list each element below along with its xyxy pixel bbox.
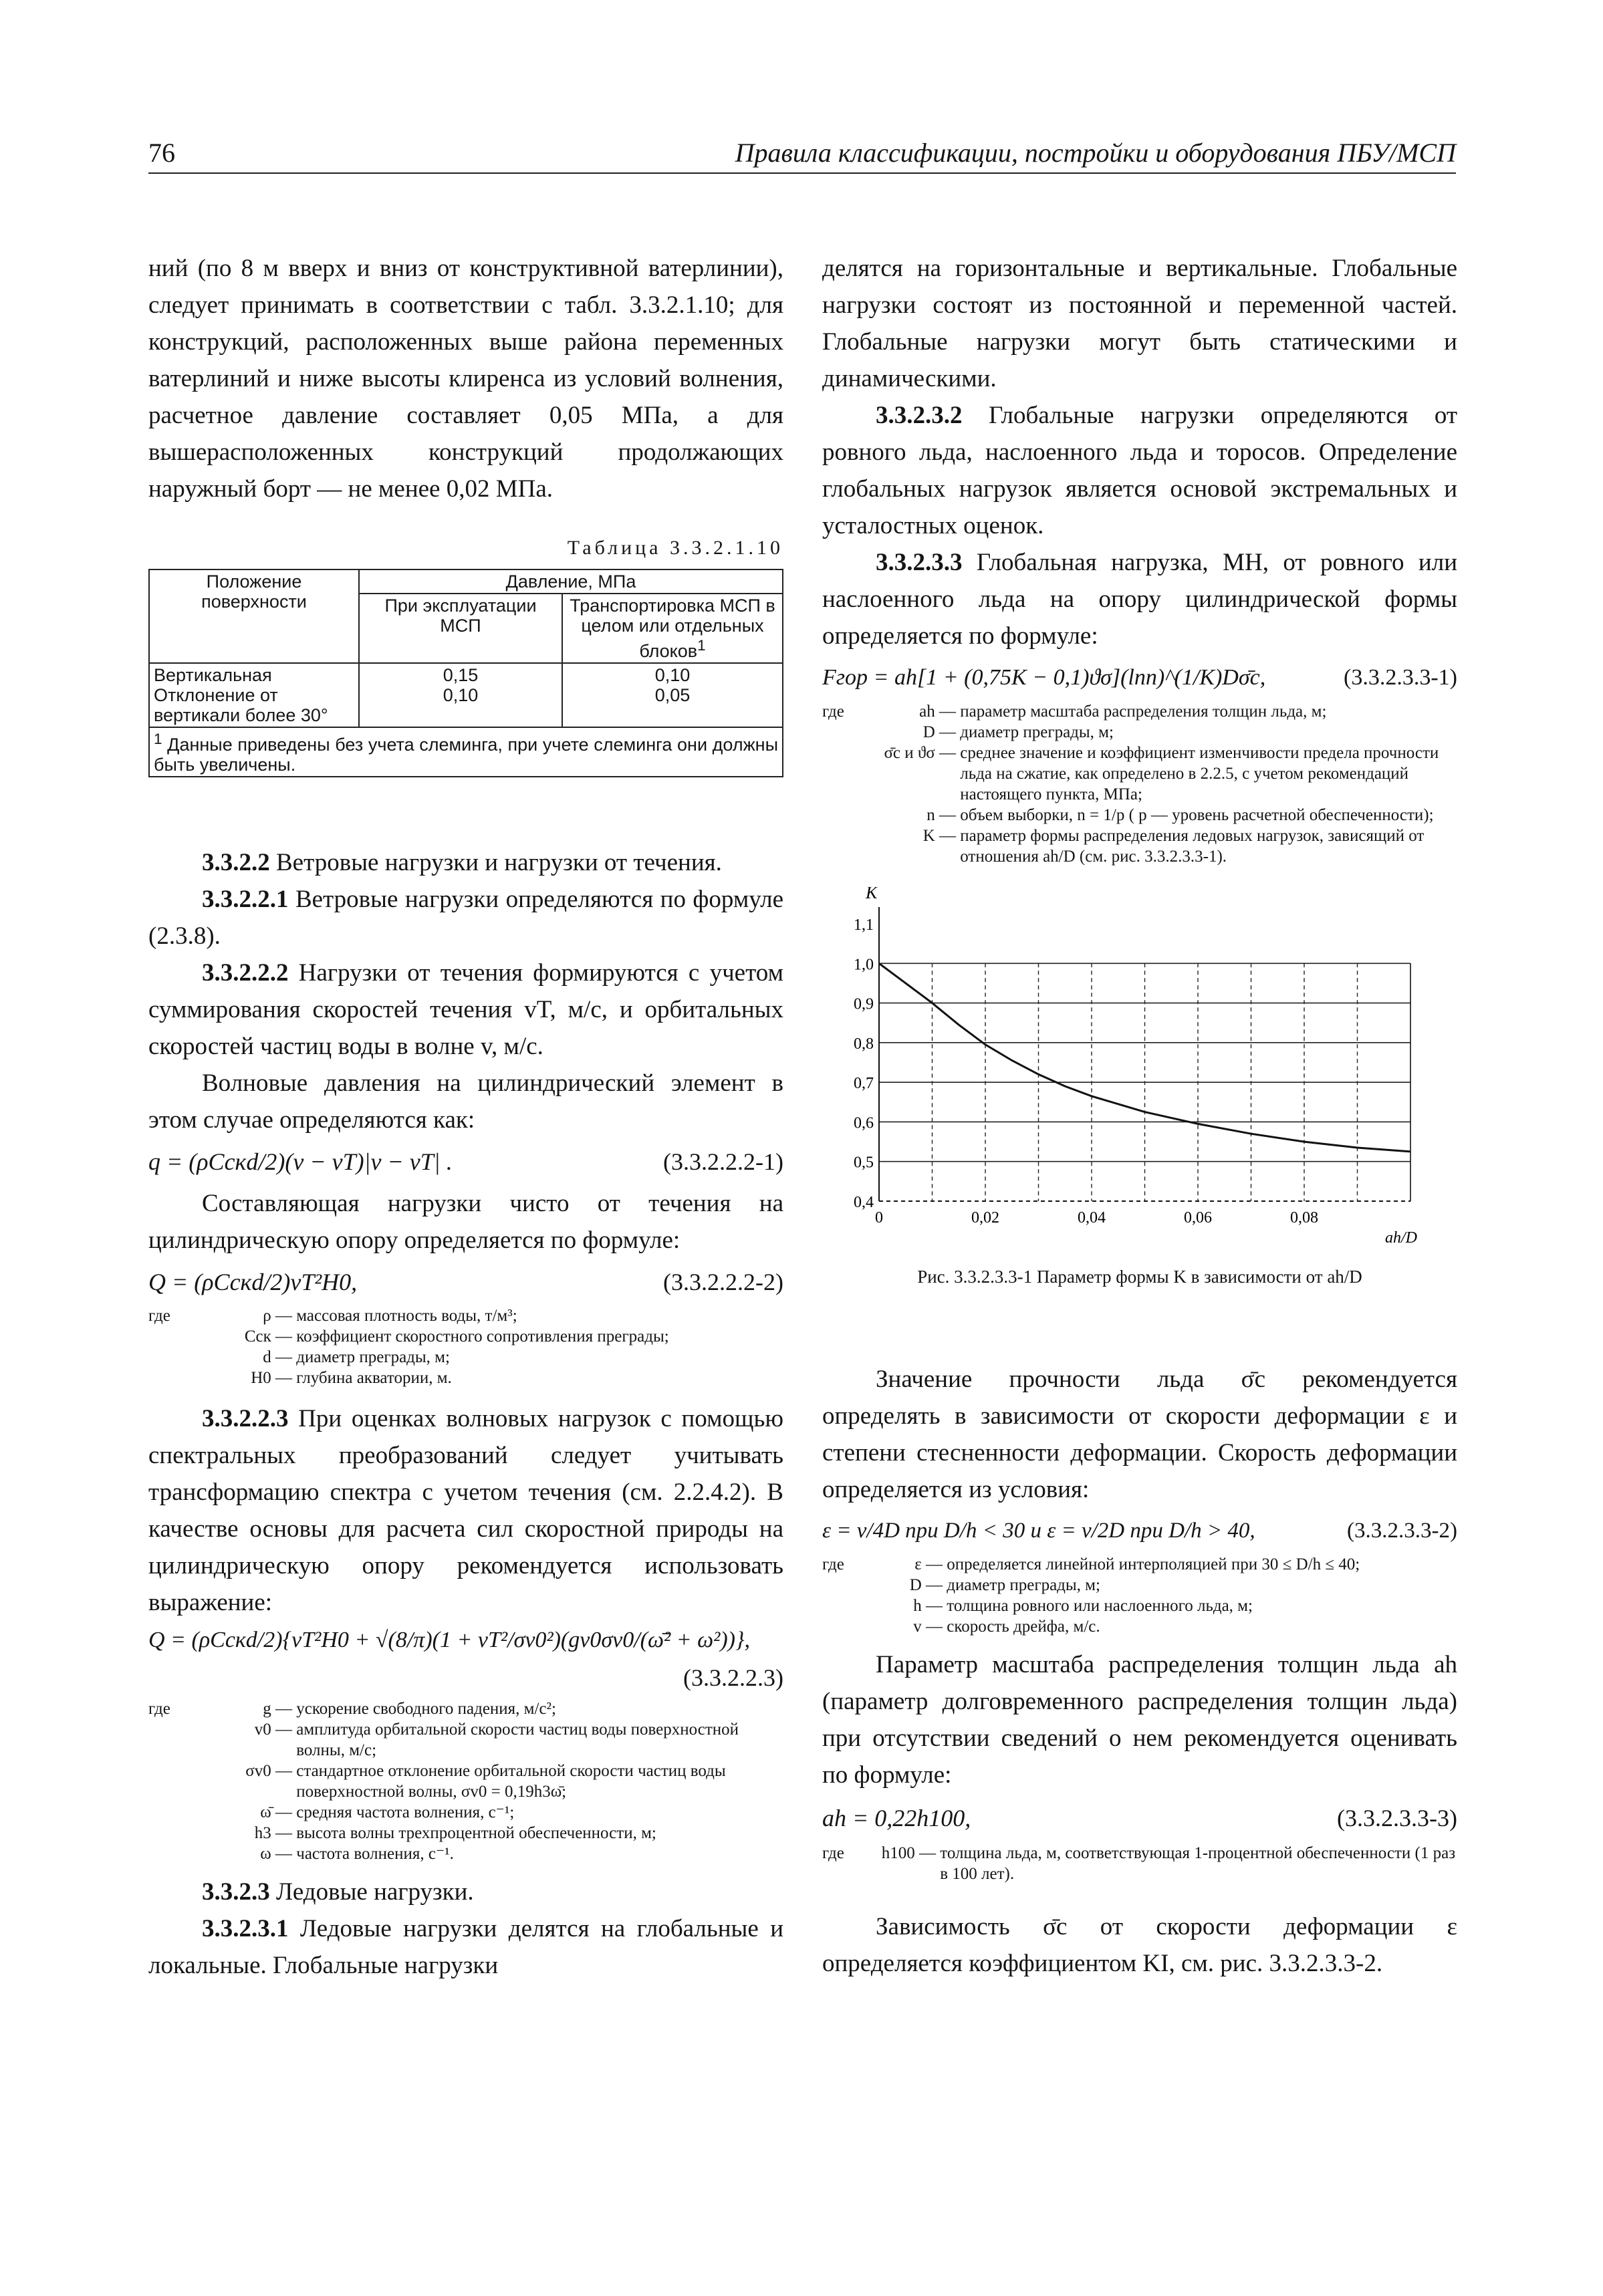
intro-paragraph: ний (по 8 м вверх и вниз от конструктивной ватерлинии), следует принимать в соответствии с табл. 3.3.2.1.10; для конструкций, расположенных выше района переменных ватерлиний и ниже высоты клиренса из условий волнения, расчетное давление составляет 0,05 МПа, а для вышерасположенных конструкций продолжающих наружный борт — не менее 0,02 МПа.	[148, 255, 783, 503]
formula-3-3-2-2-3: Q = (ρCскd/2){vT²H0 + √(8/π)(1 + vT²/σv0²)(gv0σv0/(ω̄² + ω²))}, (3.3.2.2.3)	[148, 1628, 783, 1691]
formula-3-3-2-2-2-2: Q = (ρCскd/2)vT²H0, (3.3.2.2.2-2)	[148, 1269, 783, 1295]
strength-paragraph: Значение прочности льда σ̄c рекомендуется определять в зависимости от скорости деформации ε и степени стесненности деформации. Скорость деформации определяется из условия:	[822, 1366, 1457, 1503]
th-operation: При эксплуатации МСП	[359, 594, 562, 663]
header-rule	[148, 172, 1456, 174]
wave-paragraph: Волновые давления на цилиндрический элемент в этом случае определяются как:	[148, 1069, 783, 1134]
x-tick-label: 0,04	[1078, 1209, 1106, 1227]
definitions-4: где ε — определяется линейной интерполяцией при 30 ≤ D/h ≤ 40; D — диаметр преграды, м; h — толщина ровного или наслоенного льда, м; v — скорость дрейфа, м/с.	[822, 1555, 1360, 1636]
x-tick-label: 0,08	[1290, 1209, 1318, 1227]
section-3-3-2-3-3: 3.3.2.3.3 Глобальная нагрузка, МН, от ровного или наслоенного льда на опору цилиндрической формы определяется по формуле:	[822, 549, 1457, 650]
y-tick-label: 0,7	[854, 1075, 874, 1093]
dependency-paragraph: Зависимость σ̄c от скорости деформации ε определяется коэффициентом KI, см. рис. 3.3.2.3.3-2.	[822, 1913, 1457, 1977]
right-column	[822, 250, 1457, 1982]
th-transport: Транспортировка МСП в целом или отдельных блоков$^1$	[562, 594, 783, 663]
x-axis-label: ah/D	[1385, 1229, 1417, 1247]
series-line-K	[879, 963, 1410, 1152]
section-3-3-2-3: 3.3.2.3 Ледовые нагрузки.	[202, 1878, 474, 1906]
y-tick-label: 0,4	[854, 1194, 874, 1211]
current-paragraph: Составляющая нагрузки чисто от течения на цилиндрическую опору определяется по формуле:	[148, 1190, 783, 1254]
x-tick-label: 0,06	[1184, 1209, 1212, 1227]
figure-caption: Рис. 3.3.2.3.3-1 Параметр формы K в зависимости от ah/D	[917, 1267, 1362, 1287]
y-tick-label: 0,8	[854, 1035, 874, 1053]
section-3-3-2-2: 3.3.2.2 Ветровые нагрузки и нагрузки от течения.	[202, 849, 722, 876]
section-3-3-2-3-2: 3.3.2.3.2 Глобальные нагрузки определяются от ровного льда, наслоенного льда и торосов. Определение глобальных нагрузок является основой экстремальных и усталостных оценок.	[822, 402, 1458, 539]
section-3-3-2-2-2: 3.3.2.2.2 Нагрузки от течения формируются с учетом суммирования скоростей течения vT, м/с, и орбитальных скоростей частиц воды в волне v, м/с.	[148, 959, 783, 1060]
right-continuation: делятся на горизонтальные и вертикальные. Глобальные нагрузки состоят из постоянной и переменной частей. Глобальные нагрузки могут быть статическими и динамическими.	[822, 255, 1457, 392]
section-3-3-2-2-3: 3.3.2.2.3 При оценках волновых нагрузок с помощью спектральных преобразований следует учитывать трансформацию спектра с учетом течения (см. 2.2.4.2). В качестве основы для расчета сил скоростной природы на цилиндрическую опору рекомендуется использовать выражение:	[148, 1405, 784, 1616]
table-footnote: $^1$ Данные приведены без учета слеминга, при учете слеминга они должны быть увеличены.	[149, 727, 783, 777]
y-axis-label: K	[866, 887, 878, 902]
y-tick-label: 0,5	[854, 1154, 874, 1172]
pressure-table	[148, 569, 783, 777]
th-pressure: Давление, МПа	[359, 569, 783, 594]
formula-3-3-2-3-3-2: ε = v/4D при D/h < 30 и ε = v/2D при D/h > 40, (3.3.2.3.3-2)	[822, 1519, 1457, 1543]
y-tick-label: 1,1	[854, 916, 874, 934]
definitions-5: где h100 — толщина льда, м, соответствующая 1-процентной обеспеченности (1 раз в 100 лет).	[822, 1844, 1456, 1883]
table-caption: Таблица 3.3.2.1.10	[567, 537, 783, 559]
running-title: Правила классификации, постройки и оборудования ПБУ/МСП	[735, 138, 1456, 168]
left-column	[148, 250, 783, 1984]
page-number: 76	[148, 138, 175, 168]
definitions-2: где g — ускорение свободного падения, м/с²; v0 — амплитуда орбитальной скорости частиц воды поверхностной волны, м/с; σv0 — стандартное отклонение орбитальной скорости частиц воды поверхностной волны, σv0 = 0,19h3ω̄; ω̄ — средняя частота волнения, с⁻¹; h3 — высота волны трехпроцентной обеспеченности, м; ω — частота волнения, с⁻¹.	[148, 1700, 739, 1863]
scale-paragraph: Параметр масштаба распределения толщин льда ah (параметр долговременного распределения толщин льда) при отсутствии сведений о нем рекомендуется оценивать по формуле:	[822, 1651, 1457, 1789]
section-3-3-2-3-1: 3.3.2.3.1 Ледовые нагрузки делятся на глобальные и локальные. Глобальные нагрузки	[148, 1915, 784, 1979]
k-parameter-chart	[822, 887, 1457, 1261]
y-tick-label: 0,9	[854, 995, 874, 1013]
section-3-3-2-2-1: 3.3.2.2.1 Ветровые нагрузки определяются по формуле (2.3.8).	[148, 886, 783, 950]
table-row-transport: 0,10 0,05	[562, 663, 783, 727]
table-row-positions: Вертикальная Отклонение от вертикали более 30°	[149, 663, 359, 727]
formula-3-3-2-3-3-3: ah = 0,22h100, (3.3.2.3.3-3)	[822, 1805, 1457, 1831]
table-row-operation: 0,15 0,10	[359, 663, 562, 727]
definitions-3: где ah — параметр масштаба распределения толщин льда, м; D — диаметр преграды, м; σ̄c и ϑσ — среднее значение и коэффициент изменчивости предела прочности льда на сжатие, как определено в 2.2.5, с учетом рекомендаций настоящего пункта, МПа; n — объем выборки, n = 1/p ( p — уровень расчетной обеспеченности); K — параметр формы распределения ледовых нагрузок, зависящий от отношения ah/D (см. рис. 3.3.2.3.3-1).	[822, 703, 1439, 866]
th-position: Положение поверхности	[149, 569, 359, 663]
definitions-1: где ρ — массовая плотность воды, т/м³; Cск — коэффициент скоростного сопротивления преграды; d — диаметр преграды, м; H0 — глубина акватории, м.	[148, 1307, 669, 1387]
y-tick-label: 1,0	[854, 956, 874, 974]
formula-3-3-2-3-3-1: Fгор = ah[1 + (0,75K − 0,1)ϑσ](lnn)^(1/K)Dσ̄c, (3.3.2.3.3-1)	[822, 665, 1457, 690]
y-tick-label: 0,6	[854, 1114, 874, 1132]
formula-3-3-2-2-2-1: q = (ρCскd/2)(v − vT)|v − vT| . (3.3.2.2.2-1)	[148, 1148, 783, 1175]
x-tick-label: 0	[875, 1209, 883, 1227]
x-tick-label: 0,02	[971, 1209, 999, 1227]
